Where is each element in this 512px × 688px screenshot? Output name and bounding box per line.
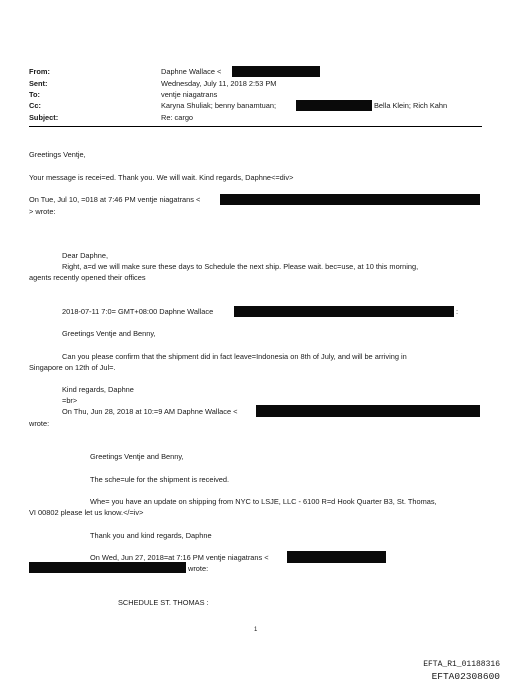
- br-line: =br>: [62, 396, 78, 405]
- header-divider: [29, 126, 482, 127]
- kind-regards-1: Kind regards, Daphne: [62, 385, 134, 394]
- greeting-ventje-benny: Greetings Ventje and Benny,: [62, 329, 156, 338]
- message-received-line: Your message is recei=ed. Thank you. We will wait. Kind regards, Daphne<=div>: [29, 173, 294, 182]
- confirm-line-2: Singapore on 12th of Jul=.: [29, 363, 116, 372]
- greeting-ventje-benny-2: Greetings Ventje and Benny,: [90, 452, 184, 461]
- quote-header-gmt-end: :: [456, 307, 459, 316]
- redaction-bar: [220, 194, 480, 205]
- to-value: ventje niagatrans: [161, 90, 218, 99]
- wrote-line: > wrote:: [29, 207, 56, 216]
- subject-value: Re: cargo: [161, 113, 194, 122]
- cc-value-part1: Karyna Shuliak; benny banamtuan;: [161, 101, 277, 110]
- dear-daphne: Dear Daphne,: [62, 251, 109, 260]
- footer-id-1: EFTA_R1_01188316: [423, 660, 500, 669]
- when-line-2: VI 00802 please let us know.</=iv>: [29, 508, 144, 517]
- footer-id-2: EFTA02308600: [431, 671, 500, 682]
- from-value: Daphne Wallace <: [161, 67, 222, 76]
- page-number: 1: [254, 627, 258, 633]
- subject-label: Subject:: [29, 113, 59, 122]
- quote-header-tue: On Tue, Jul 10, =018 at 7:46 PM ventje niagatrans <: [29, 195, 201, 204]
- greeting-ventje: Greetings Ventje,: [29, 150, 86, 159]
- quote-header-thu: On Thu, Jun 28, 2018 at 10:=9 AM Daphne Wallace <: [62, 407, 238, 416]
- sent-label: Sent:: [29, 79, 48, 88]
- cc-value-part2: Bella Klein; Rich Kahn: [374, 101, 448, 110]
- redaction-bar: [256, 405, 480, 417]
- cc-label: Cc:: [29, 101, 41, 110]
- wrote-line-3: wrote:: [188, 564, 209, 573]
- confirm-line-1: Can you please confirm that the shipment did in fact leave=Indonesia on 8th of July, and will be arriving in: [62, 352, 407, 361]
- quote-header-gmt: 2018-07-11 7:0= GMT+08:00 Daphne Wallace: [62, 307, 214, 316]
- reply-line-1: Right, a=d we will make sure these days to Schedule the next ship. Please wait. bec=use, at 10 this morning,: [62, 262, 419, 271]
- to-label: To:: [29, 90, 40, 99]
- reply-line-2: agents recently opened their offices: [29, 273, 146, 282]
- sent-value: Wednesday, July 11, 2018 2:53 PM: [161, 79, 277, 88]
- when-line-1: Whe= you have an update on shipping from NYC to LSJE, LLC - 6100 R=d Hook Quarter B3, St. Thomas,: [90, 497, 437, 506]
- quote-header-wed: On Wed, Jun 27, 2018=at 7:16 PM ventje niagatrans <: [90, 553, 269, 562]
- redaction-bar: [287, 551, 386, 563]
- redaction-bar: [29, 562, 186, 573]
- from-label: From:: [29, 67, 50, 76]
- wrote-line-2: wrote:: [29, 419, 50, 428]
- redaction-bar: [296, 100, 372, 111]
- redaction-bar: [234, 306, 454, 317]
- schedule-received: The sche=ule for the shipment is received.: [90, 475, 230, 484]
- thanks-line: Thank you and kind regards, Daphne: [90, 531, 212, 540]
- schedule-st-thomas: SCHEDULE ST. THOMAS :: [118, 598, 209, 607]
- redaction-bar: [232, 66, 320, 77]
